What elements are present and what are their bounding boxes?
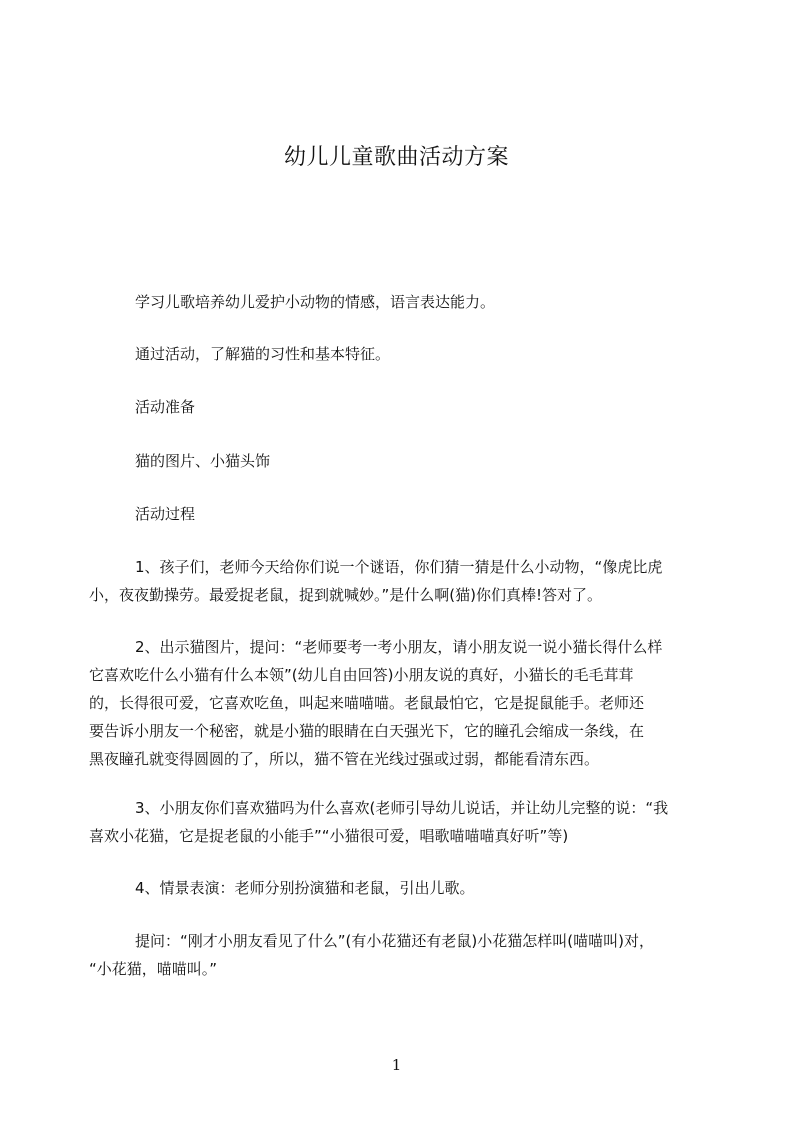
paragraph-line: 小，夜夜勤操劳。最爱捉老鼠，捉到就喊妙。”是什么啊(猫)你们真棒!答对了。 [89, 586, 602, 604]
paragraph-step-4 [89, 874, 705, 902]
document-title: 幼儿儿童歌曲活动方案 [283, 145, 509, 170]
paragraph-step-2 [89, 633, 705, 773]
paragraph-step-3 [89, 794, 705, 850]
paragraph-materials [89, 447, 705, 475]
paragraph-line: “小花猫，喵喵叫。” [89, 960, 218, 978]
paragraph-line: 它喜欢吃什么小猫有什么本领”(幼儿自由回答)小朋友说的真好，小猫长的毛毛茸茸 [89, 666, 634, 684]
section-heading-preparation [89, 393, 705, 421]
paragraph-line: 猫的图片、小猫头饰 [135, 452, 271, 470]
paragraph-goal-2 [89, 340, 705, 368]
paragraph-line: 学习儿歌培养幼儿爱护小动物的情感，语言表达能力。 [135, 293, 496, 311]
paragraph-line: 通过活动，了解猫的习性和基本特征。 [135, 345, 391, 363]
section-heading-process [89, 500, 705, 528]
paragraph-line: 提问：“刚才小朋友看见了什么”(有小花猫还有老鼠)小花猫怎样叫(喵喵叫)对， [135, 932, 654, 950]
paragraph-line: 的，长得很可爱，它喜欢吃鱼，叫起来喵喵喵。老鼠最怕它，它是捉鼠能手。老师还 [89, 694, 645, 712]
paragraph-line: 喜欢小花猫，它是捉老鼠的小能手”“小猫很可爱，唱歌喵喵喵真好听”等) [89, 827, 569, 845]
paragraph-line: 活动过程 [135, 505, 196, 523]
paragraph-line: 1、孩子们，老师今天给你们说一个谜语，你们猜一猜是什么小动物，“像虎比虎 [135, 558, 663, 576]
paragraph-line: 2、出示猫图片，提问：“老师要考一考小朋友，请小朋友说一说小猫长得什么样 [135, 638, 663, 656]
paragraph-line: 4、情景表演：老师分别扮演猫和老鼠，引出儿歌。 [135, 879, 475, 897]
paragraph-step-1 [89, 553, 705, 609]
paragraph-line: 3、小朋友你们喜欢猫吗为什么喜欢(老师引导幼儿说话，并让幼儿完整的说：“我 [135, 799, 669, 817]
paragraph-goal-1 [89, 288, 705, 316]
paragraph-line: 要告诉小朋友一个秘密，就是小猫的眼睛在白天强光下，它的瞳孔会缩成一条线，在 [89, 722, 645, 740]
paragraph-line: 黑夜瞳孔就变得圆圆的了，所以，猫不管在光线过强或过弱，都能看清东西。 [89, 750, 600, 768]
paragraph-line: 活动准备 [135, 398, 196, 416]
paragraph-question [89, 927, 705, 983]
page-number: 1 [391, 1056, 402, 1074]
